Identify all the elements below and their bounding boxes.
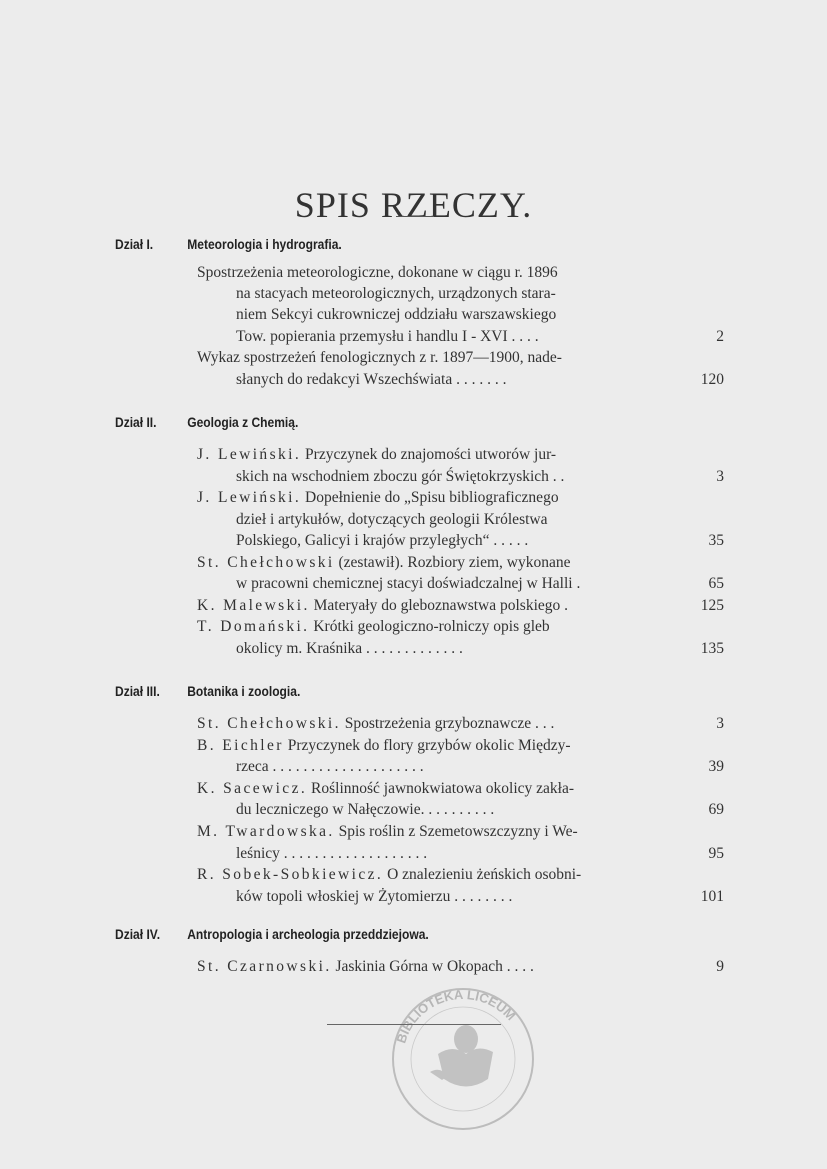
entry-text: [197, 866, 581, 884]
entry-title: Spostrzeżenia grzyboznawcze . . .: [344, 715, 555, 732]
section-heading: [115, 683, 300, 699]
entry-title: Materyały do gleboznawstwa polskiego .: [313, 597, 569, 614]
entry-title: Spis roślin z Szemetowszczyzny i We-: [338, 823, 578, 840]
section-title: Geologia z Chemią.: [187, 414, 299, 430]
page-number: 2: [716, 328, 724, 345]
entry-text: [197, 780, 574, 798]
entry-title: (zestawił). Rozbiory ziem, wykonane: [338, 554, 571, 571]
entry-text: [197, 446, 556, 464]
entry-text: ków topoli włoskiej w Żytomierzu . . . . . . . .: [236, 888, 513, 905]
entry-text: [197, 618, 550, 636]
entry-author: St. Chełchowski: [197, 554, 335, 571]
entry-text: [197, 823, 578, 841]
page-number: 125: [700, 597, 724, 614]
page-number: 39: [708, 758, 724, 775]
entry-text: Spostrzeżenia meteorologiczne, dokonane w ciągu r. 1896: [197, 264, 558, 281]
entry-text: na stacyach meteorologicznych, urządzonych stara-: [236, 285, 556, 302]
entry-text: rzeca . . . . . . . . . . . . . . . . . . . .: [236, 758, 424, 775]
entry-text: Wykaz spostrzeżeń fenologicznych z r. 1897—1900, nade-: [197, 349, 562, 366]
entry-author: J. Lewiński.: [197, 446, 302, 463]
entry-text: [197, 958, 534, 976]
title-divider: [396, 216, 434, 217]
library-stamp: [378, 984, 548, 1134]
page-number: 135: [700, 640, 724, 657]
entry-text: niem Sekcyi cukrowniczej oddziału warszawskiego: [236, 306, 557, 323]
section-title: Antropologia i archeologia przeddziejowa.: [187, 926, 429, 942]
eagle-icon: [430, 1025, 493, 1087]
section-number: Dział III.: [115, 683, 160, 699]
entry-title: Dopełnienie do „Spisu bibliograficznego: [305, 489, 559, 506]
page-number: 65: [708, 575, 724, 592]
entry-title: Roślinność jawnokwiatowa okolicy zakła-: [311, 780, 575, 797]
entry-title: O znalezieniu żeńskich osobni-: [387, 866, 582, 883]
entry-title: Jaskinia Górna w Okopach . . . .: [335, 958, 534, 975]
section-title: Botanika i zoologia.: [187, 683, 301, 699]
entry-author: St. Chełchowski.: [197, 715, 341, 732]
entry-text: [197, 554, 571, 572]
page-number: 95: [708, 845, 724, 862]
entry-text: leśnicy . . . . . . . . . . . . . . . . . . .: [236, 845, 428, 862]
entry-text: [197, 597, 568, 615]
section-number: Dział IV.: [115, 926, 161, 942]
section-number: Dział I.: [115, 236, 154, 252]
section-heading: [115, 926, 429, 942]
entry-author: J. Lewiński.: [197, 489, 302, 506]
stamp-text: BIBLIOTEKA LICEUM: [393, 986, 519, 1046]
entry-text: [197, 715, 554, 733]
entry-author: M. Twardowska.: [197, 823, 335, 840]
entry-title: Przyczynek do znajomości utworów jur-: [305, 446, 557, 463]
entry-author: B. Eichler: [197, 737, 284, 754]
page-number: 120: [700, 371, 724, 388]
entry-author: T. Domański.: [197, 618, 310, 635]
entry-author: K. Sacewicz.: [197, 780, 308, 797]
page-number: 69: [708, 801, 724, 818]
entry-author: St. Czarnowski.: [197, 958, 332, 975]
page-number: 101: [700, 888, 724, 905]
entry-text: Tow. popierania przemysłu i handlu I - XVI . . . .: [236, 328, 539, 345]
page-number: 35: [708, 532, 724, 549]
entry-title: Przyczynek do flory grzybów okolic Między-: [287, 737, 571, 754]
section-heading: [115, 236, 342, 252]
page-number: 3: [716, 468, 724, 485]
section-number: Dział II.: [115, 414, 157, 430]
section-title: Meteorologia i hydrografia.: [187, 236, 342, 252]
entry-author: R. Sobek-Sobkiewicz.: [197, 866, 384, 883]
bottom-divider: [327, 1024, 501, 1025]
entry-title: Krótki geologiczno-rolniczy opis gleb: [313, 618, 550, 635]
entry-text: w pracowni chemicznej stacyi doświadczalnej w Halli .: [236, 575, 581, 592]
entry-text: skich na wschodniem zboczu gór Świętokrzyskich . .: [236, 468, 565, 485]
page-number: 3: [716, 715, 724, 732]
section-heading: [115, 414, 298, 430]
entry-text: okolicy m. Kraśnika . . . . . . . . . . . . .: [236, 640, 463, 657]
page-title: SPIS RZECZY.: [294, 185, 533, 226]
entry-text: dzieł i artykułów, dotyczących geologii Królestwa: [236, 511, 548, 528]
entry-text: [197, 737, 571, 755]
entry-text: [197, 489, 559, 507]
page-number: 9: [716, 958, 724, 975]
entry-text: słanych do redakcyi Wszechświata . . . . . . .: [236, 371, 507, 388]
entry-text: Polskiego, Galicyi i krajów przyległych“ . . . . .: [236, 532, 529, 549]
entry-text: du leczniczego w Nałęczowie. . . . . . . . . .: [236, 801, 495, 818]
entry-author: K. Malewski.: [197, 597, 310, 614]
